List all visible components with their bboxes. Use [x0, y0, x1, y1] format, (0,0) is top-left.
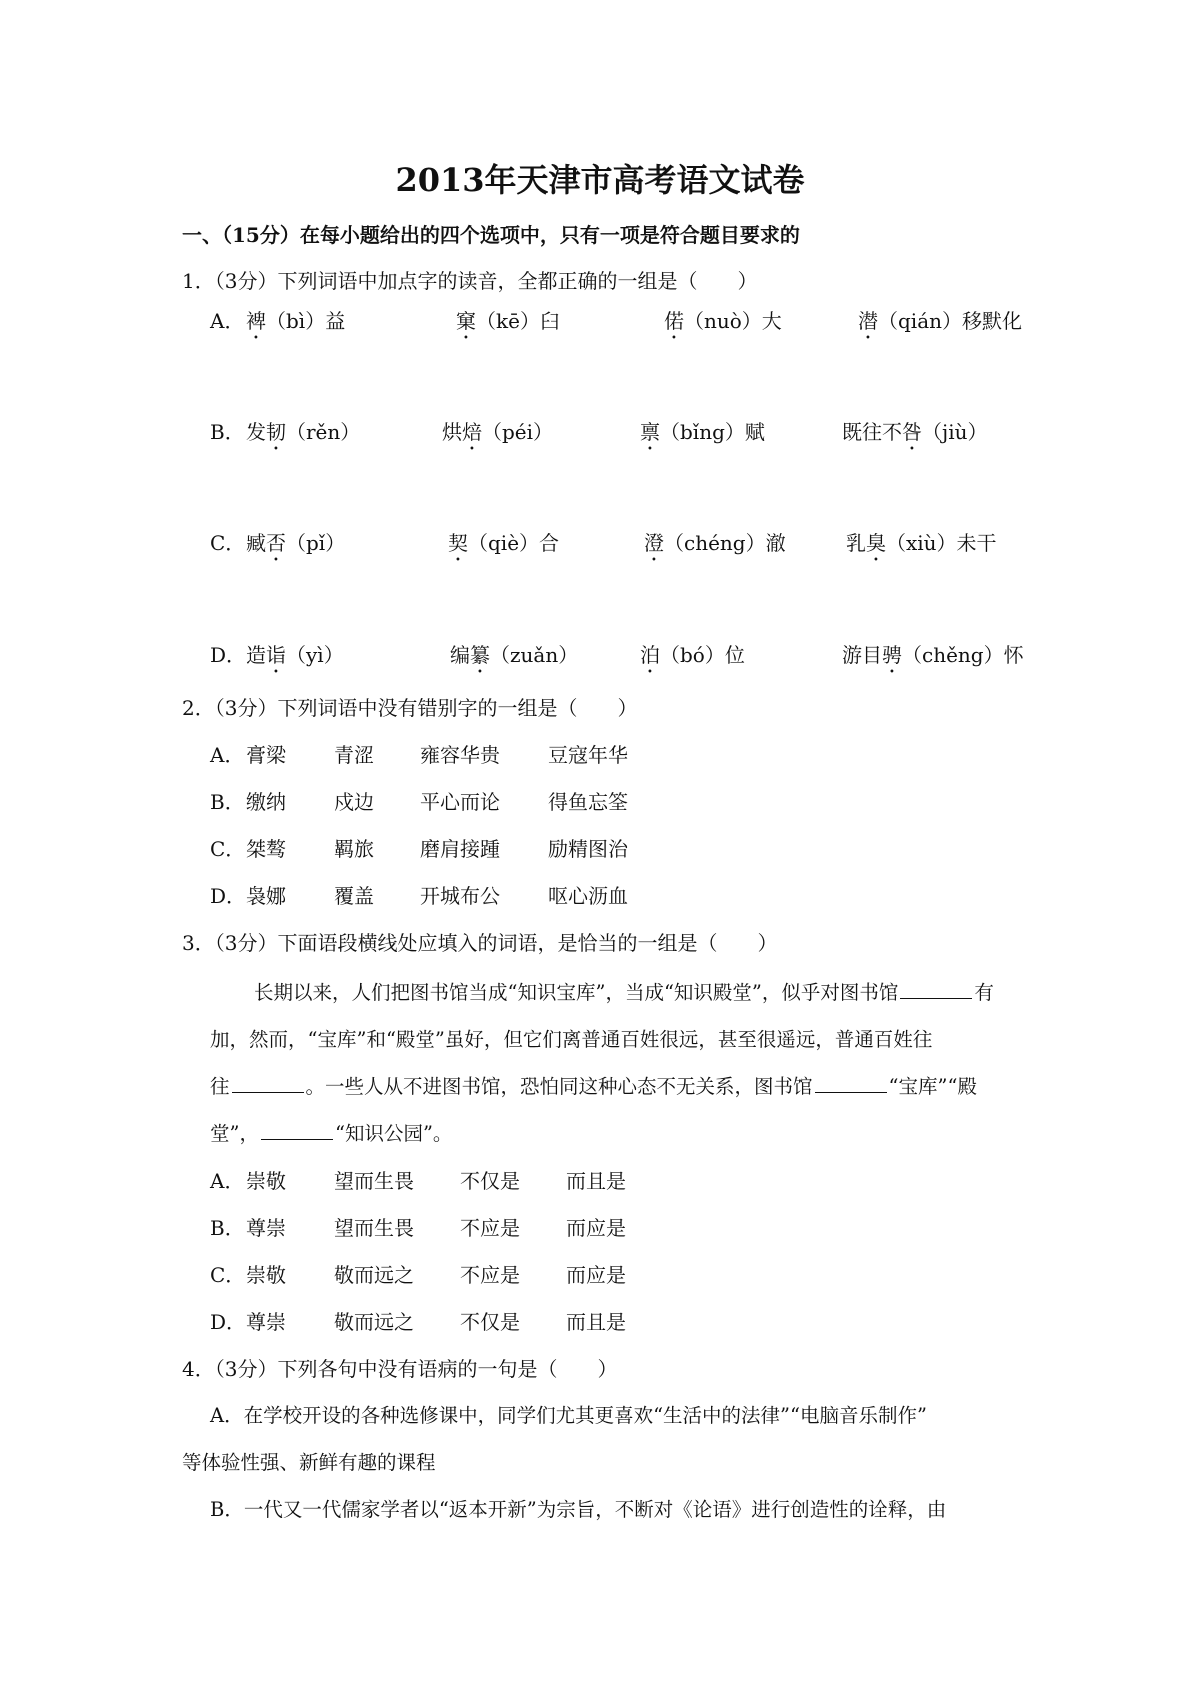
q1-a-item-3: 偌（nuò）大: [664, 309, 782, 333]
q1-a-item-4: 潜（qián）移默化: [858, 309, 1023, 333]
q4-option-a-line-2: 等体验性强、新鲜有趣的课程: [182, 1451, 436, 1474]
q2-d-word-4: 呕心沥血: [548, 884, 628, 908]
q3-option-d: D． 尊崇 敬而远之 不仅是 而且是: [210, 1310, 626, 1334]
q2-option-d: D． 袅娜 覆盖 开城布公 呕心沥血: [210, 884, 628, 908]
option-label: B．: [210, 420, 245, 444]
q3-passage-line-3: 往 。一些人从不进图书馆，恐怕同这种心态不无关系，图书馆 “宝库”“殿: [210, 1075, 977, 1098]
q2-d-word-3: 开城布公: [420, 884, 500, 908]
q3-option-c: C． 崇敬 敬而远之 不应是 而应是: [210, 1263, 626, 1287]
q1-d-item-3: 泊（bó）位: [640, 643, 745, 667]
q1-d-item-4: 游目骋（chěng）怀: [842, 643, 1024, 667]
q1-option-b: [210, 419, 988, 445]
q1-option-a: [210, 308, 1023, 334]
q2-b-word-1: 缴纳: [246, 790, 286, 814]
q2-d-word-2: 覆盖: [334, 884, 374, 908]
section-heading: 一、（15分）在每小题给出的四个选项中，只有一项是符合题目要求的: [182, 223, 800, 247]
question-3-stem: 3．（3分）下面语段横线处应填入的词语，是恰当的一组是（ ）: [182, 931, 778, 955]
q2-option-c: C． 桀骜 羁旅 磨肩接踵 励精图治: [210, 837, 628, 861]
q1-c-item-3: 澄（chéng）澈: [644, 531, 786, 555]
q1-c-item-1: 臧否（pǐ）: [246, 531, 346, 555]
q2-b-word-3: 平心而论: [420, 790, 500, 814]
q1-option-c: [210, 530, 997, 556]
q3-option-a: A． 崇敬 望而生畏 不仅是 而且是: [210, 1169, 626, 1193]
q1-a-item-2: 窠（kē）臼: [456, 309, 560, 333]
page-title: 2013年天津市高考语文试卷: [395, 161, 805, 199]
q1-c-item-4: 乳臭（xiù）未干: [846, 531, 997, 555]
q2-c-word-2: 羁旅: [334, 837, 374, 861]
q1-b-item-1: 发韧（rěn）: [246, 420, 361, 444]
q1-d-item-2: 编纂（zuǎn）: [450, 643, 579, 667]
option-label: D．: [210, 643, 247, 667]
q1-a-item-1: 裨（bì）益: [246, 309, 346, 333]
q2-option-a: A． 膏梁 青涩 雍容华贵 豆寇年华: [210, 743, 628, 767]
fill-blank-2: [232, 1074, 304, 1093]
fill-blank-4: [261, 1121, 333, 1140]
q1-b-item-2: 烘焙（péi）: [442, 420, 554, 444]
q3-option-b: B． 尊崇 望而生畏 不应是 而应是: [210, 1216, 626, 1240]
q1-c-item-2: 契（qiè）合: [448, 531, 560, 555]
q2-a-word-1: 膏梁: [246, 743, 286, 767]
q1-option-d: [210, 642, 1024, 668]
q4-option-b-line-1: B．一代又一代儒家学者以“返本开新”为宗旨，不断对《论语》进行创造性的诠释，由: [210, 1498, 947, 1521]
q1-b-item-3: 禀（bǐng）赋: [640, 420, 765, 444]
q2-c-word-4: 励精图治: [548, 837, 628, 861]
q2-c-word-1: 桀骜: [246, 837, 286, 861]
q2-option-b: B． 缴纳 戍边 平心而论 得鱼忘筌: [210, 790, 628, 814]
q2-c-word-3: 磨肩接踵: [420, 837, 500, 861]
q2-b-word-2: 戍边: [334, 790, 374, 814]
option-label: C．: [210, 531, 246, 555]
q3-passage-line-4: 堂”， “知识公园”。: [210, 1122, 453, 1145]
q2-a-word-2: 青涩: [334, 743, 374, 767]
fill-blank-1: [900, 980, 972, 999]
q2-b-word-4: 得鱼忘筌: [548, 790, 628, 814]
question-4-stem: 4．（3分）下列各句中没有语病的一句是（ ）: [182, 1357, 618, 1381]
q3-passage-line-1: 长期以来，人们把图书馆当成“知识宝库”，当成“知识殿堂”，似乎对图书馆 有: [254, 981, 994, 1004]
question-1-stem: 1．（3分）下列词语中加点字的读音，全都正确的一组是（ ）: [182, 269, 758, 293]
q3-passage-line-2: 加，然而，“宝库”和“殿堂”虽好，但它们离普通百姓很远，甚至很遥远，普通百姓往: [210, 1028, 933, 1051]
fill-blank-3: [815, 1074, 887, 1093]
option-label: A．: [210, 309, 245, 333]
q2-a-word-4: 豆寇年华: [548, 743, 628, 767]
question-2-stem: 2．（3分）下列词语中没有错别字的一组是（ ）: [182, 696, 638, 720]
q2-a-word-3: 雍容华贵: [420, 743, 500, 767]
q1-b-item-4: 既往不咎（jiù）: [842, 420, 988, 444]
q1-d-item-1: 造诣（yì）: [246, 643, 344, 667]
q2-d-word-1: 袅娜: [246, 884, 286, 908]
q4-option-a-line-1: A．在学校开设的各种选修课中，同学们尤其更喜欢“生活中的法律”“电脑音乐制作”: [210, 1404, 927, 1427]
